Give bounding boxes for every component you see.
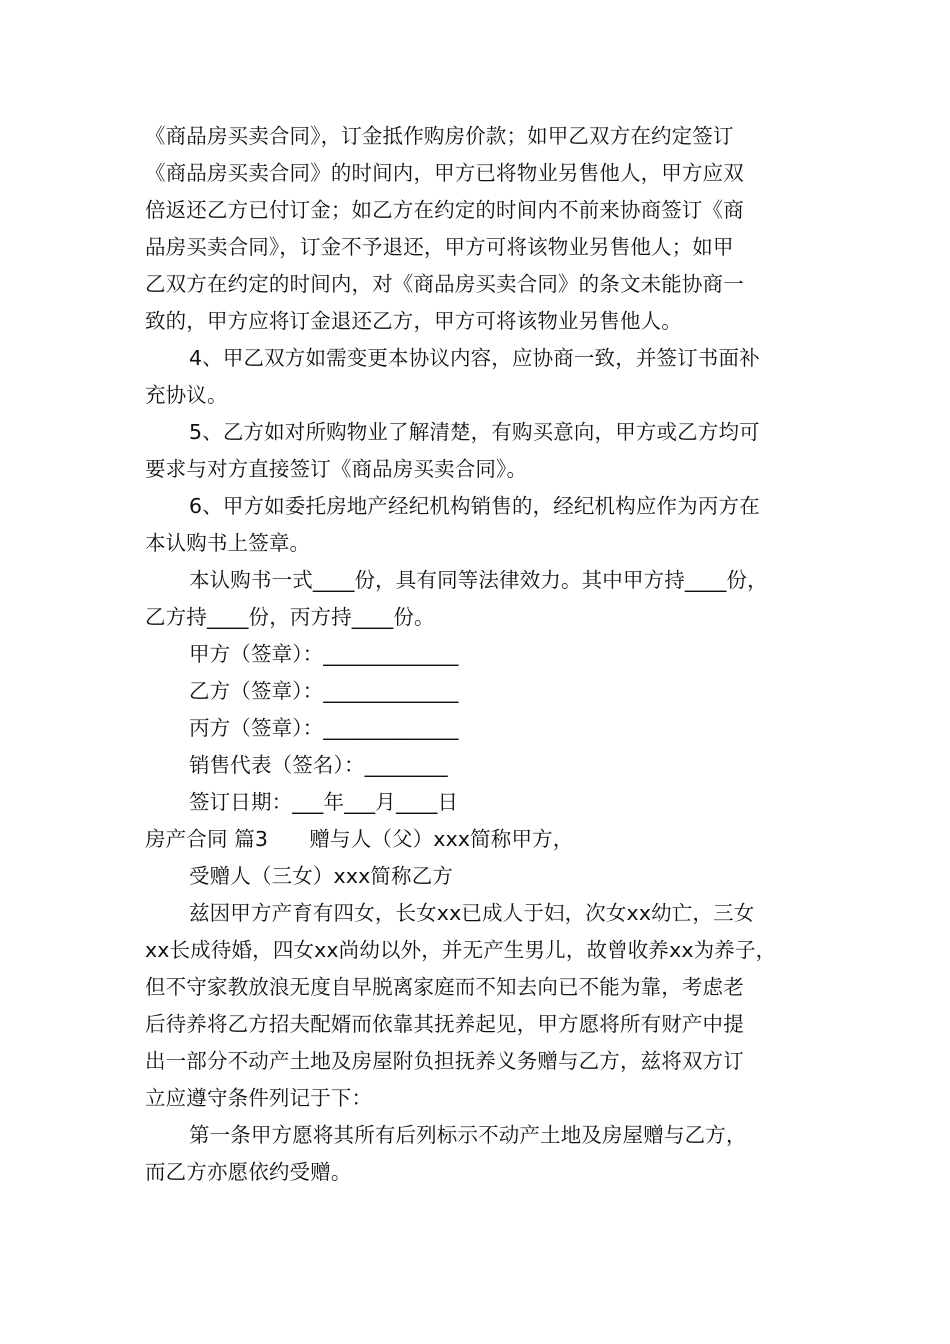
text-line: xx长成待婚，四女xx尚幼以外，并无产生男儿，故曾收养xx为养子， bbox=[145, 938, 777, 962]
text-line: 出一部分不动产土地及房屋附负担抚养义务赠与乙方，兹将双方订 bbox=[145, 1049, 744, 1073]
signature-party-a: 甲方（签章）：_____________ bbox=[189, 642, 459, 666]
signature-party-c: 丙方（签章）：_____________ bbox=[189, 716, 459, 740]
text-line: 品房买卖合同》，订金不予退还，甲方可将该物业另售他人；如甲 bbox=[145, 235, 734, 259]
text-line: 《商品房买卖合同》的时间内，甲方已将物业另售他人，甲方应双 bbox=[145, 161, 744, 185]
text-line: 要求与对方直接签订《商品房买卖合同》。 bbox=[145, 457, 528, 481]
clause-4-line: 4、甲乙双方如需变更本协议内容，应协商一致，并签订书面补 bbox=[189, 346, 760, 370]
clause-6-line: 6、甲方如委托房地产经纪机构销售的，经纪机构应作为丙方在 bbox=[189, 494, 760, 518]
signature-party-b: 乙方（签章）：_____________ bbox=[189, 679, 459, 703]
text-line: 充协议。 bbox=[145, 383, 228, 407]
text-line: 兹因甲方产育有四女，长女xx已成人于妇，次女xx幼亡，三女 bbox=[189, 901, 755, 925]
donee-line: 受赠人（三女）xxx简称乙方 bbox=[189, 864, 453, 888]
signature-sales-rep: 销售代表（签名）：________ bbox=[189, 753, 448, 777]
text-line: 本认购书上签章。 bbox=[145, 531, 311, 555]
text-line: 《商品房买卖合同》，订金抵作购房价款；如甲乙双方在约定签订 bbox=[145, 124, 734, 148]
text-line: 但不守家教放浪无度自早脱离家庭而不知去向已不能为靠，考虑老 bbox=[145, 975, 744, 999]
text-line: 乙双方在约定的时间内，对《商品房买卖合同》的条文未能协商一 bbox=[145, 272, 744, 296]
text-line: 乙方持____份，丙方持____份。 bbox=[145, 605, 435, 629]
section-heading: 房产合同 篇3 赠与人（父）xxx简称甲方， bbox=[145, 827, 574, 851]
signing-date: 签订日期：___年___月____日 bbox=[189, 790, 459, 814]
text-line: 倍返还乙方已付订金；如乙方在约定的时间内不前来协商签订《商 bbox=[145, 198, 744, 222]
text-line: 后待养将乙方招夫配婿而依靠其抚养起见，甲方愿将所有财产中提 bbox=[145, 1012, 744, 1036]
text-line: 立应遵守条件列记于下： bbox=[145, 1086, 373, 1110]
copies-line: 本认购书一式____份，具有同等法律效力。其中甲方持____份， bbox=[189, 568, 768, 592]
clause-5-line: 5、乙方如对所购物业了解清楚，有购买意向，甲方或乙方均可 bbox=[189, 420, 760, 444]
text-line: 而乙方亦愿依约受赠。 bbox=[145, 1160, 352, 1184]
article-1-line: 第一条甲方愿将其所有后列标示不动产土地及房屋赠与乙方， bbox=[189, 1123, 747, 1147]
text-line: 致的，甲方应将订金退还乙方，甲方可将该物业另售他人。 bbox=[145, 309, 682, 333]
document-body bbox=[145, 118, 825, 1191]
